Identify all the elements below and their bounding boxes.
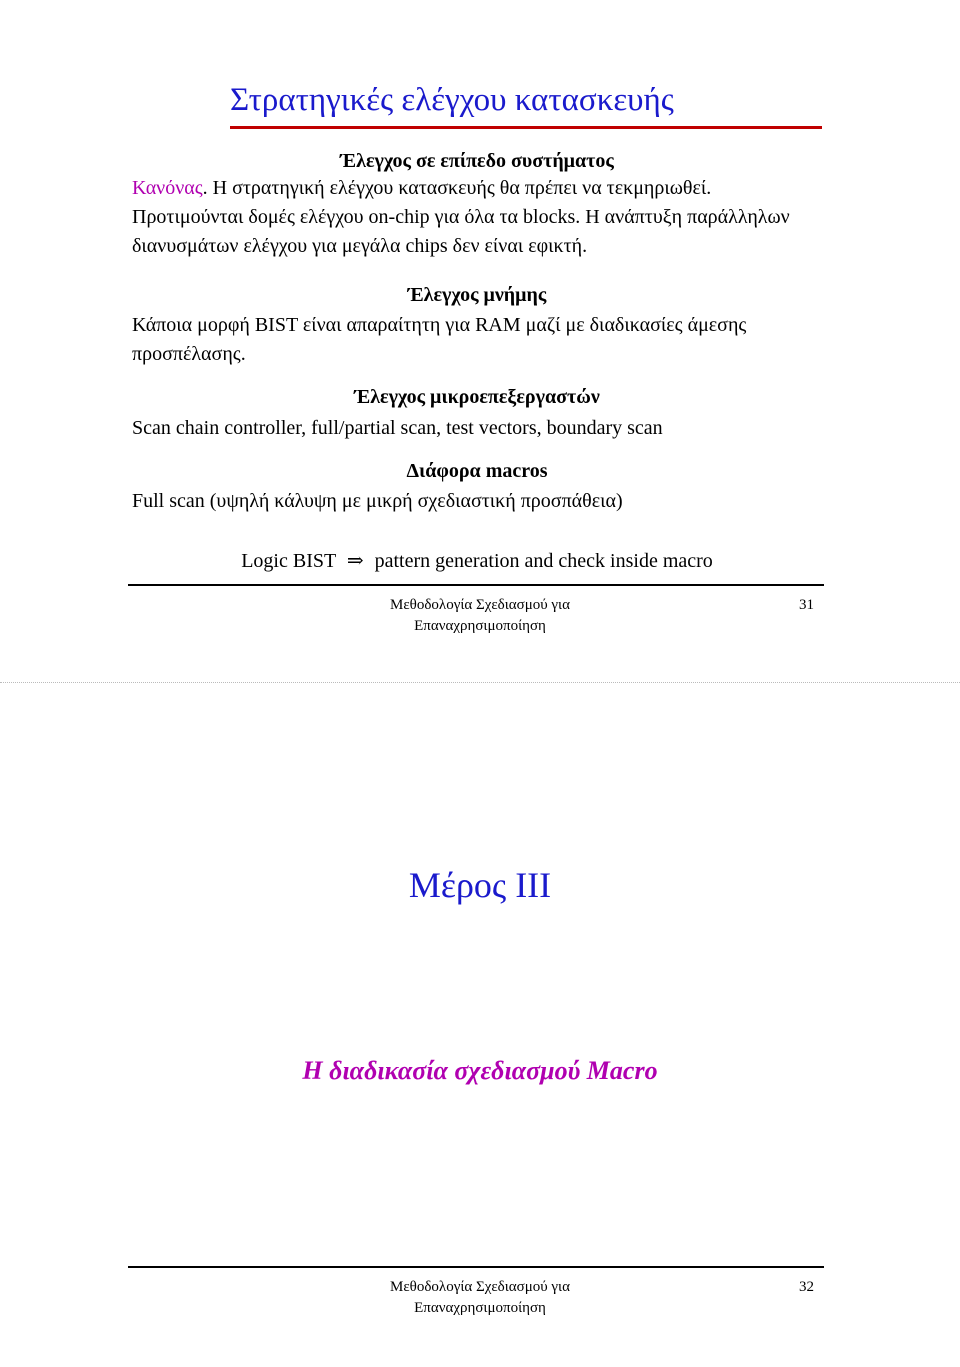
footer-rule [128, 1266, 824, 1268]
footer-rule [128, 584, 824, 586]
page-number: 32 [799, 1279, 814, 1295]
paragraph-memory-test: Κάποια μορφή BIST είναι απαραίτητη για RAM μαζί με διαδικασίες άμεσης προσπέλασης. [132, 314, 747, 365]
slide-32 [0, 684, 960, 1367]
heading-microprocessor-test: Έλεγχος μικροεπεξεργαστών [354, 386, 600, 408]
rule-text: . Η στρατηγική ελέγχου κατασκευής θα πρέπει να τεκμηριωθεί. Προτιμούνται δομές ελέγχου on-chip για όλα τα blocks. Η ανάπτυξη παράλληλων διανυσμάτων ελέγχου για μεγάλα chips δεν είναι εφικτή. [132, 177, 790, 257]
slide-31 [0, 0, 960, 682]
section-title: Η διαδικασία σχεδιασμού Macro [302, 1056, 658, 1085]
page-number: 31 [799, 597, 814, 613]
title-underline [230, 126, 822, 129]
paragraph-microprocessor-test: Scan chain controller, full/partial scan, test vectors, boundary scan [132, 417, 663, 439]
logic-bist-description: pattern generation and check inside macro [374, 550, 713, 572]
footer-line-2: Επαναχρησιμοποίηση [414, 1300, 546, 1316]
footer-line-1: Μεθοδολογία Σχεδιασμού για [390, 1279, 570, 1295]
heading-memory-test: Έλεγχος μνήμης [407, 284, 547, 306]
logic-bist-line [132, 548, 822, 573]
double-arrow-icon: ⇒ [346, 550, 364, 572]
footer-line-1: Μεθοδολογία Σχεδιασμού για [390, 597, 570, 613]
footer-line-2: Επαναχρησιμοποίηση [414, 618, 546, 634]
part-title: Μέρος III [408, 865, 552, 905]
footer-caption [330, 595, 630, 637]
slide-title: Στρατηγικές ελέγχου κατασκευής [230, 82, 674, 118]
footer-caption [330, 1277, 630, 1319]
page-divider [0, 682, 960, 683]
paragraph-system-test [132, 174, 822, 261]
logic-bist-label: Logic BIST [241, 550, 336, 572]
heading-system-test: Έλεγχος σε επίπεδο συστήματος [340, 150, 614, 172]
paragraph-various-macros: Full scan (υψηλή κάλυψη με μικρή σχεδιαστική προσπάθεια) [132, 490, 623, 512]
rule-label: Κανόνας [132, 177, 203, 199]
heading-various-macros: Διάφορα macros [406, 460, 548, 482]
